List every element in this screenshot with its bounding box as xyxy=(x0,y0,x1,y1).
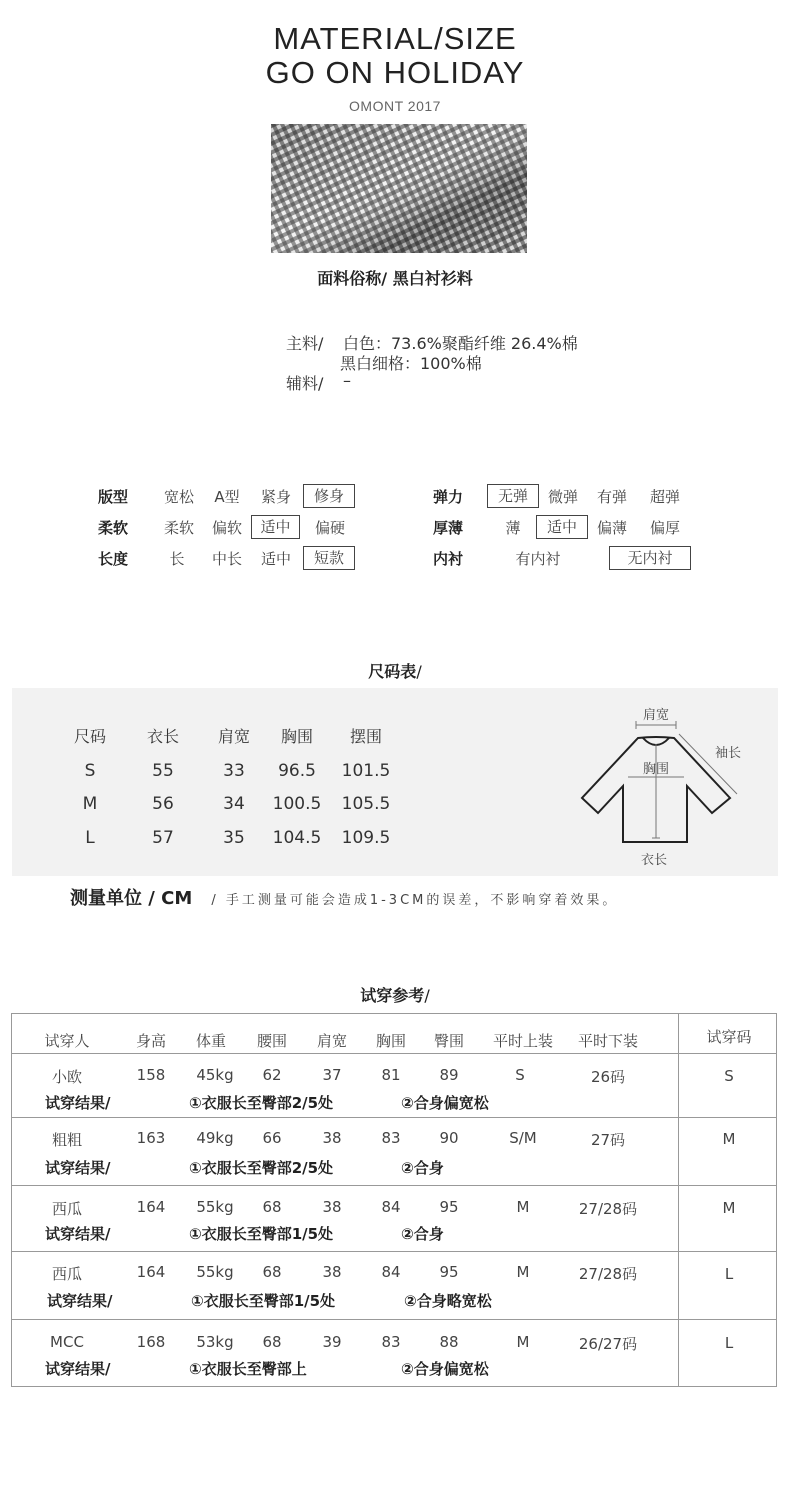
try-on-size: M xyxy=(722,1130,736,1148)
try-on-cell: 164 xyxy=(136,1198,166,1216)
try-on-result-label: 试穿结果/ xyxy=(45,1360,111,1378)
try-on-header: 肩宽 xyxy=(316,1032,347,1050)
try-on-result-2: ②合身 xyxy=(401,1159,444,1177)
try-on-cell: 西瓜 xyxy=(51,1200,82,1218)
try-on-result-2: ②合身 xyxy=(401,1225,444,1243)
attr-option-selected: 无内衬 xyxy=(609,546,691,570)
try-on-cell: 168 xyxy=(136,1333,166,1351)
try-on-cell: 95 xyxy=(439,1263,459,1281)
main-material-line-1: 白色：73.6%聚酯纤维 26.4%棉 xyxy=(343,334,578,353)
size-cell: 55 xyxy=(152,761,174,781)
try-on-cell: 38 xyxy=(322,1129,342,1147)
try-on-cell: M xyxy=(516,1333,530,1351)
attr-label-softness: 柔软 xyxy=(98,519,129,537)
try-on-cell: 84 xyxy=(381,1263,401,1281)
measurement-disclaimer: / 手工测量可能会造成1-3CM的误差，不影响穿着效果。 xyxy=(211,893,619,908)
try-on-cell: 62 xyxy=(262,1066,282,1084)
size-chart-title-text: 尺码表 xyxy=(368,662,417,681)
title-line-2: GO ON HOLIDAY xyxy=(265,55,525,90)
size-cell: 100.5 xyxy=(272,794,322,814)
try-on-cell: 37 xyxy=(322,1066,342,1084)
try-on-cell: 95 xyxy=(439,1198,459,1216)
shirt-measurement-diagram xyxy=(570,700,760,875)
attr-option: 中长 xyxy=(211,550,242,568)
try-on-result-label: 试穿结果/ xyxy=(45,1225,111,1243)
try-on-cell: S/M xyxy=(509,1129,537,1147)
attr-option: 柔软 xyxy=(163,519,194,537)
size-chart-title xyxy=(0,659,790,682)
try-on-cell: 27/28码 xyxy=(578,1265,638,1283)
try-on-cell: 38 xyxy=(322,1198,342,1216)
attr-label-lining: 内衬 xyxy=(433,550,464,568)
try-on-cell: 39 xyxy=(322,1333,342,1351)
try-on-result-1: ①衣服长至臀部2/5处 xyxy=(189,1159,334,1177)
attr-label-fit: 版型 xyxy=(98,488,129,506)
try-on-cell: 81 xyxy=(381,1066,401,1084)
try-on-cell: 89 xyxy=(439,1066,459,1084)
try-on-cell: 小欧 xyxy=(51,1068,82,1086)
attr-option: 紧身 xyxy=(260,488,291,506)
try-on-cell: 66 xyxy=(262,1129,282,1147)
attr-label-elasticity: 弹力 xyxy=(433,488,464,506)
size-cell: M xyxy=(82,794,98,814)
try-on-cell: 55kg xyxy=(196,1198,234,1216)
try-on-cell: MCC xyxy=(50,1333,84,1351)
try-on-cell: 163 xyxy=(136,1129,166,1147)
try-on-size: M xyxy=(722,1199,736,1217)
try-on-header: 胸围 xyxy=(375,1032,406,1050)
try-on-cell: 38 xyxy=(322,1263,342,1281)
size-cell: 96.5 xyxy=(278,761,316,781)
try-on-cell: S xyxy=(515,1066,525,1084)
try-on-size: L xyxy=(724,1334,734,1352)
try-on-cell: 西瓜 xyxy=(51,1265,82,1283)
attr-option: A型 xyxy=(214,488,240,506)
size-header: 尺码 xyxy=(73,727,106,746)
try-on-size: L xyxy=(724,1265,734,1283)
try-on-result-2: ②合身偏宽松 xyxy=(401,1094,489,1112)
attr-option: 适中 xyxy=(260,550,291,568)
try-on-result-1: ①衣服长至臀部1/5处 xyxy=(189,1225,334,1243)
row-divider xyxy=(11,1185,777,1186)
try-on-cell: 90 xyxy=(439,1129,459,1147)
try-on-cell: 粗粗 xyxy=(51,1131,82,1149)
attr-label-thickness: 厚薄 xyxy=(433,519,464,537)
main-material-line-2: 黑白细格：100%棉 xyxy=(340,354,482,373)
try-on-cell: 53kg xyxy=(196,1333,234,1351)
attr-option-selected: 适中 xyxy=(536,515,588,539)
attr-option: 宽松 xyxy=(163,488,194,506)
try-on-result-label: 试穿结果/ xyxy=(45,1094,111,1112)
try-on-header: 试穿码 xyxy=(706,1028,752,1046)
attr-option-selected: 短款 xyxy=(303,546,355,570)
try-on-cell: 158 xyxy=(136,1066,166,1084)
try-on-title-text: 试穿参考 xyxy=(360,986,425,1005)
size-header: 肩宽 xyxy=(217,727,250,746)
try-on-result-label: 试穿结果/ xyxy=(47,1292,113,1310)
attr-option: 微弹 xyxy=(547,488,578,506)
size-cell: 105.5 xyxy=(341,794,391,814)
try-on-header: 身高 xyxy=(135,1032,166,1050)
try-on-cell: 83 xyxy=(381,1333,401,1351)
size-cell: 101.5 xyxy=(341,761,391,781)
try-on-result-label: 试穿结果/ xyxy=(45,1159,111,1177)
size-header: 胸围 xyxy=(280,727,313,746)
attr-option: 长 xyxy=(169,550,185,568)
try-on-cell: 84 xyxy=(381,1198,401,1216)
row-divider xyxy=(11,1053,777,1054)
attr-option: 偏软 xyxy=(211,519,242,537)
try-on-title-slash: / xyxy=(424,986,430,1005)
attr-option: 超弹 xyxy=(649,488,680,506)
try-on-cell: 27码 xyxy=(590,1131,626,1149)
page-title xyxy=(0,22,790,90)
size-cell: 35 xyxy=(223,828,245,848)
try-on-cell: 83 xyxy=(381,1129,401,1147)
fabric-swatch-image xyxy=(271,124,527,253)
row-divider xyxy=(11,1117,777,1118)
try-on-header: 平时下装 xyxy=(577,1032,638,1050)
try-on-cell: 27/28码 xyxy=(578,1200,638,1218)
attr-option: 偏薄 xyxy=(596,519,627,537)
try-on-result-2: ②合身偏宽松 xyxy=(401,1360,489,1378)
try-on-cell: 26码 xyxy=(590,1068,626,1086)
aux-material-label: 辅料/ xyxy=(286,374,324,393)
try-on-cell: 68 xyxy=(262,1263,282,1281)
try-on-result-2: ②合身略宽松 xyxy=(404,1292,492,1310)
try-on-column-divider xyxy=(678,1013,679,1387)
attr-option-selected: 适中 xyxy=(251,515,300,539)
attr-option: 偏硬 xyxy=(314,519,345,537)
fabric-common-name xyxy=(0,266,790,289)
attr-option: 薄 xyxy=(505,519,521,537)
attr-option-selected: 无弹 xyxy=(487,484,539,508)
diagram-shoulder-label: 肩宽 xyxy=(642,708,670,723)
attr-label-length: 长度 xyxy=(98,550,129,568)
size-header: 衣长 xyxy=(146,727,179,746)
try-on-cell: 49kg xyxy=(196,1129,234,1147)
try-on-header: 试穿人 xyxy=(44,1032,90,1050)
size-cell: 33 xyxy=(223,761,245,781)
brand-year: OMONT 2017 xyxy=(349,98,441,114)
try-on-size: S xyxy=(724,1067,734,1085)
try-on-result-1: ①衣服长至臀部2/5处 xyxy=(189,1094,334,1112)
size-cell: S xyxy=(84,761,96,781)
attr-option: 偏厚 xyxy=(649,519,680,537)
size-cell: 104.5 xyxy=(272,828,322,848)
attr-option: 有内衬 xyxy=(515,550,561,568)
row-divider xyxy=(11,1251,777,1252)
try-on-cell: 26/27码 xyxy=(578,1335,638,1353)
try-on-header: 平时上装 xyxy=(492,1032,553,1050)
try-on-cell: M xyxy=(516,1263,530,1281)
size-cell: 109.5 xyxy=(341,828,391,848)
try-on-cell: 68 xyxy=(262,1333,282,1351)
try-on-cell: 164 xyxy=(136,1263,166,1281)
try-on-cell: 68 xyxy=(262,1198,282,1216)
try-on-title xyxy=(0,983,790,1006)
main-material-label: 主料/ xyxy=(286,334,324,353)
fabric-common-name-label: 面料俗称/ xyxy=(317,269,388,288)
size-cell: 56 xyxy=(152,794,174,814)
try-on-header: 腰围 xyxy=(256,1032,287,1050)
try-on-header: 臀围 xyxy=(433,1032,464,1050)
size-cell: 34 xyxy=(223,794,245,814)
try-on-cell: 45kg xyxy=(196,1066,234,1084)
aux-material-value: – xyxy=(343,371,351,390)
title-line-1: MATERIAL/SIZE xyxy=(273,21,517,56)
fabric-common-name-value: 黑白衬衫料 xyxy=(392,269,473,288)
attr-option-selected: 修身 xyxy=(303,484,355,508)
diagram-chest-label: 胸围 xyxy=(642,762,670,777)
diagram-length-label: 衣长 xyxy=(640,853,668,868)
try-on-result-1: ①衣服长至臀部1/5处 xyxy=(191,1292,336,1310)
try-on-header: 体重 xyxy=(195,1032,226,1050)
size-header: 摆围 xyxy=(349,727,382,746)
row-divider xyxy=(11,1319,777,1320)
size-cell: L xyxy=(85,828,95,848)
measurement-unit: 测量单位 / CM xyxy=(70,888,193,909)
diagram-sleeve-label: 袖长 xyxy=(715,746,742,761)
try-on-cell: 88 xyxy=(439,1333,459,1351)
size-cell: 57 xyxy=(152,828,174,848)
measurement-note xyxy=(70,884,618,910)
attr-option: 有弹 xyxy=(596,488,627,506)
try-on-result-1: ①衣服长至臀部上 xyxy=(189,1360,307,1378)
try-on-cell: M xyxy=(516,1198,530,1216)
size-chart-title-slash: / xyxy=(416,662,422,681)
try-on-cell: 55kg xyxy=(196,1263,234,1281)
